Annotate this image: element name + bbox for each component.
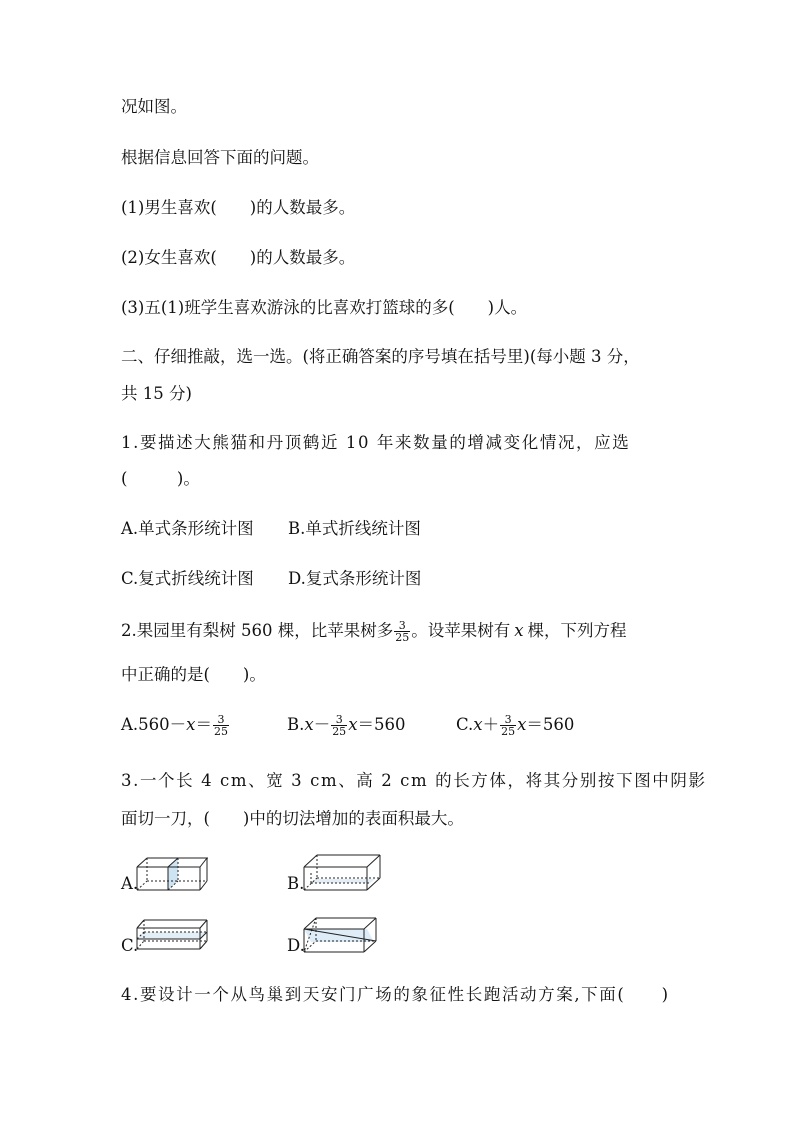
variable-x: x — [186, 715, 196, 734]
q1-option-c: C.复式折线统计图 — [121, 569, 254, 588]
fraction-numerator: 3 — [394, 620, 410, 632]
q2-c-plus: ＋ — [482, 715, 500, 734]
question-1-1: (1)男生喜欢( )的人数最多。 — [121, 198, 356, 217]
q3-label-b: B. — [287, 874, 305, 893]
fraction-denominator: 25 — [332, 725, 347, 738]
q2-b-suffix: ＝560 — [357, 715, 406, 734]
q1-option-b: B.单式折线统计图 — [288, 519, 421, 538]
section-heading-cont: 共 15 分) — [121, 384, 192, 403]
fraction — [331, 714, 347, 737]
fraction-numerator: 3 — [331, 714, 347, 726]
fraction — [394, 620, 410, 643]
text-line-1: 况如图。 — [121, 97, 187, 116]
cuboid-figure-c — [136, 918, 208, 956]
q2-stem-mid: 。设苹果树有 — [411, 621, 511, 640]
q2-option-a — [121, 714, 230, 737]
q2-b-minus: － — [313, 715, 331, 734]
q3-stem: 3.一个长 4 cm、宽 3 cm、高 2 cm 的长方体，将其分别按下图中阴影 — [121, 771, 707, 790]
fraction — [213, 714, 229, 737]
q4-stem: 4.要设计一个从鸟巢到天安门广场的象征性长跑活动方案,下面( ) — [121, 985, 670, 1004]
q1-blank: ( )。 — [121, 469, 200, 488]
fraction-numerator: 3 — [213, 714, 229, 726]
variable-x: x — [348, 715, 358, 734]
q2-a-prefix: A.560－ — [121, 715, 187, 734]
variable-x: x — [304, 715, 314, 734]
q1-option-d: D.复式条形统计图 — [288, 569, 422, 588]
q2-option-b — [287, 714, 406, 737]
q3-label-a: A. — [121, 874, 139, 893]
section-heading: 二、仔细推敲，选一选。(将正确答案的序号填在括号里)(每小题 3 分， — [121, 347, 640, 366]
fraction-denominator: 25 — [213, 725, 228, 738]
question-1-2: (2)女生喜欢( )的人数最多。 — [121, 248, 356, 267]
q2-b-prefix: B. — [287, 715, 305, 734]
q2-c-prefix: C. — [456, 715, 474, 734]
q1-option-a: A.单式条形统计图 — [121, 519, 254, 538]
q2-a-equals: ＝ — [195, 715, 212, 734]
fraction — [500, 714, 516, 737]
fraction-denominator: 25 — [395, 631, 410, 644]
fraction-denominator: 25 — [501, 725, 516, 738]
q2-stem — [121, 620, 627, 643]
cuboid-figure-a — [136, 855, 208, 895]
q2-stem-line2: 中正确的是( )。 — [121, 665, 266, 684]
variable-x: x — [473, 715, 483, 734]
q2-option-c — [456, 714, 574, 737]
q1-stem: 1.要描述大熊猫和丹顶鹤近 10 年来数量的增减变化情况，应选 — [121, 433, 631, 452]
cuboid-figure-d — [303, 915, 379, 959]
q2-stem-post: 棵，下列方程 — [527, 621, 627, 640]
question-1-3: (3)五(1)班学生喜欢游泳的比喜欢打篮球的多( )人。 — [121, 298, 528, 317]
q2-stem-pre: 2.果园里有梨树 560 棵，比苹果树多 — [121, 621, 394, 640]
text-line-2: 根据信息回答下面的问题。 — [121, 148, 319, 167]
cuboid-figure-b — [303, 852, 381, 896]
q3-stem-line2: 面切一刀，( )中的切法增加的表面积最大。 — [121, 809, 464, 828]
fraction-numerator: 3 — [500, 714, 516, 726]
q3-label-d: D. — [287, 936, 305, 955]
variable-x: x — [514, 621, 524, 640]
q2-c-suffix: ＝560 — [526, 715, 575, 734]
variable-x: x — [517, 715, 527, 734]
q3-label-c: C. — [121, 936, 139, 955]
